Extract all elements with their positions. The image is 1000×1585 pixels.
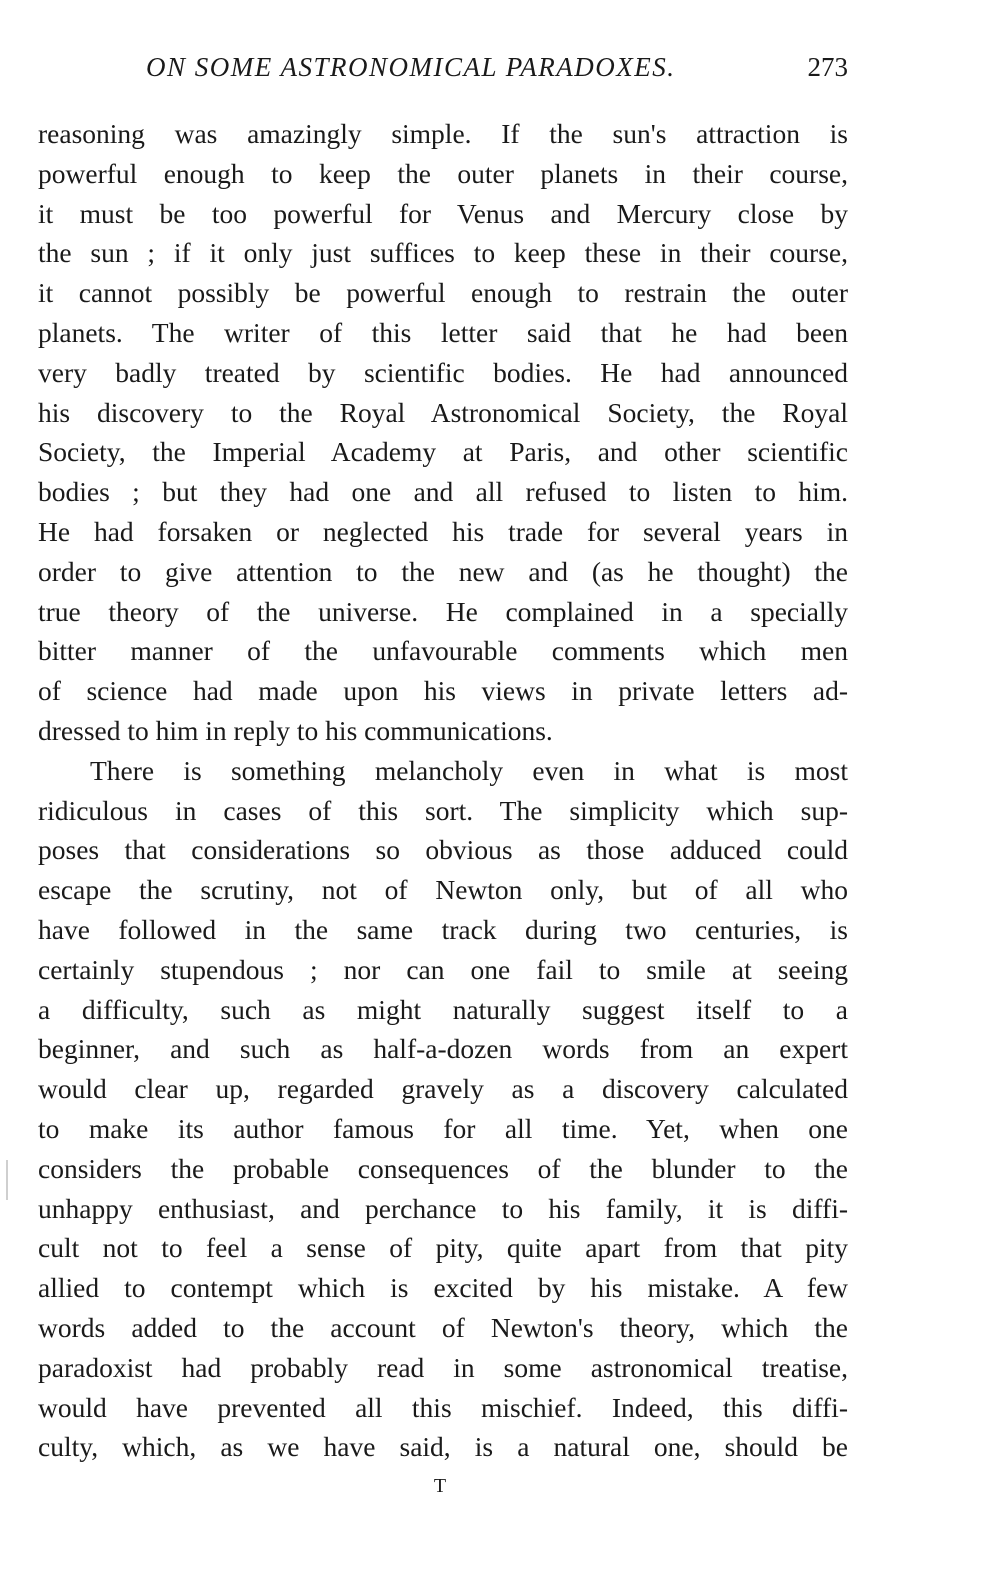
text-line: poses that considerations so obvious as those adduced could bbox=[38, 834, 848, 866]
text-line: have followed in the same track during two centuries, is bbox=[38, 913, 848, 945]
text-line: to make its author famous for all time. Yet, when one bbox=[38, 1112, 848, 1144]
paragraph bbox=[38, 114, 848, 751]
text-line: very badly treated by scientific bodies. He had announced bbox=[38, 356, 848, 388]
page-number: 273 bbox=[807, 52, 848, 82]
text-line: certainly stupendous ; nor can one fail to smile at seeing bbox=[38, 953, 848, 985]
paragraph bbox=[38, 751, 848, 1467]
text-line: He had forsaken or neglected his trade for several years in bbox=[38, 515, 848, 547]
running-head bbox=[38, 52, 848, 92]
text-line: paradoxist had probably read in some astronomical treatise, bbox=[38, 1351, 848, 1383]
text-line: it must be too powerful for Venus and Mercury close by bbox=[38, 197, 848, 229]
text-line: bitter manner of the unfavourable comments which men bbox=[38, 635, 848, 667]
text-line: Society, the Imperial Academy at Paris, and other scientific bbox=[38, 436, 848, 468]
text-line: allied to contempt which is excited by his mistake. A few bbox=[38, 1272, 848, 1304]
text-line: ridiculous in cases of this sort. The simplicity which sup- bbox=[38, 794, 848, 826]
text-line: of science had made upon his views in private letters ad- bbox=[38, 675, 848, 707]
text-line: escape the scrutiny, not of Newton only, but of all who bbox=[38, 874, 848, 906]
text-line: unhappy enthusiast, and perchance to his family, it is diffi- bbox=[38, 1192, 848, 1224]
text-line: cult not to feel a sense of pity, quite apart from that pity bbox=[38, 1232, 848, 1264]
text-line: reasoning was amazingly simple. If the sun's attraction is bbox=[38, 118, 848, 149]
text-line: would clear up, regarded gravely as a discovery calculated bbox=[38, 1073, 848, 1105]
text-line: the sun ; if it only just suffices to keep these in their course, bbox=[38, 237, 848, 269]
text-line: beginner, and such as half-a-dozen words from an expert bbox=[38, 1033, 848, 1065]
text-line: powerful enough to keep the outer planets in their course, bbox=[38, 157, 848, 189]
text-line: words added to the account of Newton's theory, which the bbox=[38, 1311, 848, 1343]
text-line: considers the probable consequences of the blunder to the bbox=[38, 1152, 848, 1184]
text-line: true theory of the universe. He complained in a specially bbox=[38, 595, 848, 627]
text-line: dressed to him in reply to his communications. bbox=[38, 714, 553, 746]
text-line: it cannot possibly be powerful enough to restrain the outer bbox=[38, 277, 848, 309]
text-line: culty, which, as we have said, is a natural one, should be bbox=[38, 1431, 848, 1463]
signature-mark: T bbox=[433, 1475, 447, 1497]
text-line: his discovery to the Royal Astronomical Society, the Royal bbox=[38, 396, 848, 428]
text-line: bodies ; but they had one and all refused to listen to him. bbox=[38, 476, 848, 508]
text-line: would have prevented all this mischief. Indeed, this diffi- bbox=[38, 1391, 848, 1423]
text-line: planets. The writer of this letter said that he had been bbox=[38, 316, 848, 348]
text-line: a difficulty, such as might naturally suggest itself to a bbox=[38, 993, 848, 1025]
margin-scan-mark bbox=[6, 1160, 8, 1200]
text-line: order to give attention to the new and (as he thought) the bbox=[38, 555, 848, 587]
running-title: ON SOME ASTRONOMICAL PARADOXES. bbox=[146, 52, 676, 82]
body-text bbox=[38, 114, 848, 1467]
text-line: There is something melancholy even in what is most bbox=[90, 754, 848, 786]
